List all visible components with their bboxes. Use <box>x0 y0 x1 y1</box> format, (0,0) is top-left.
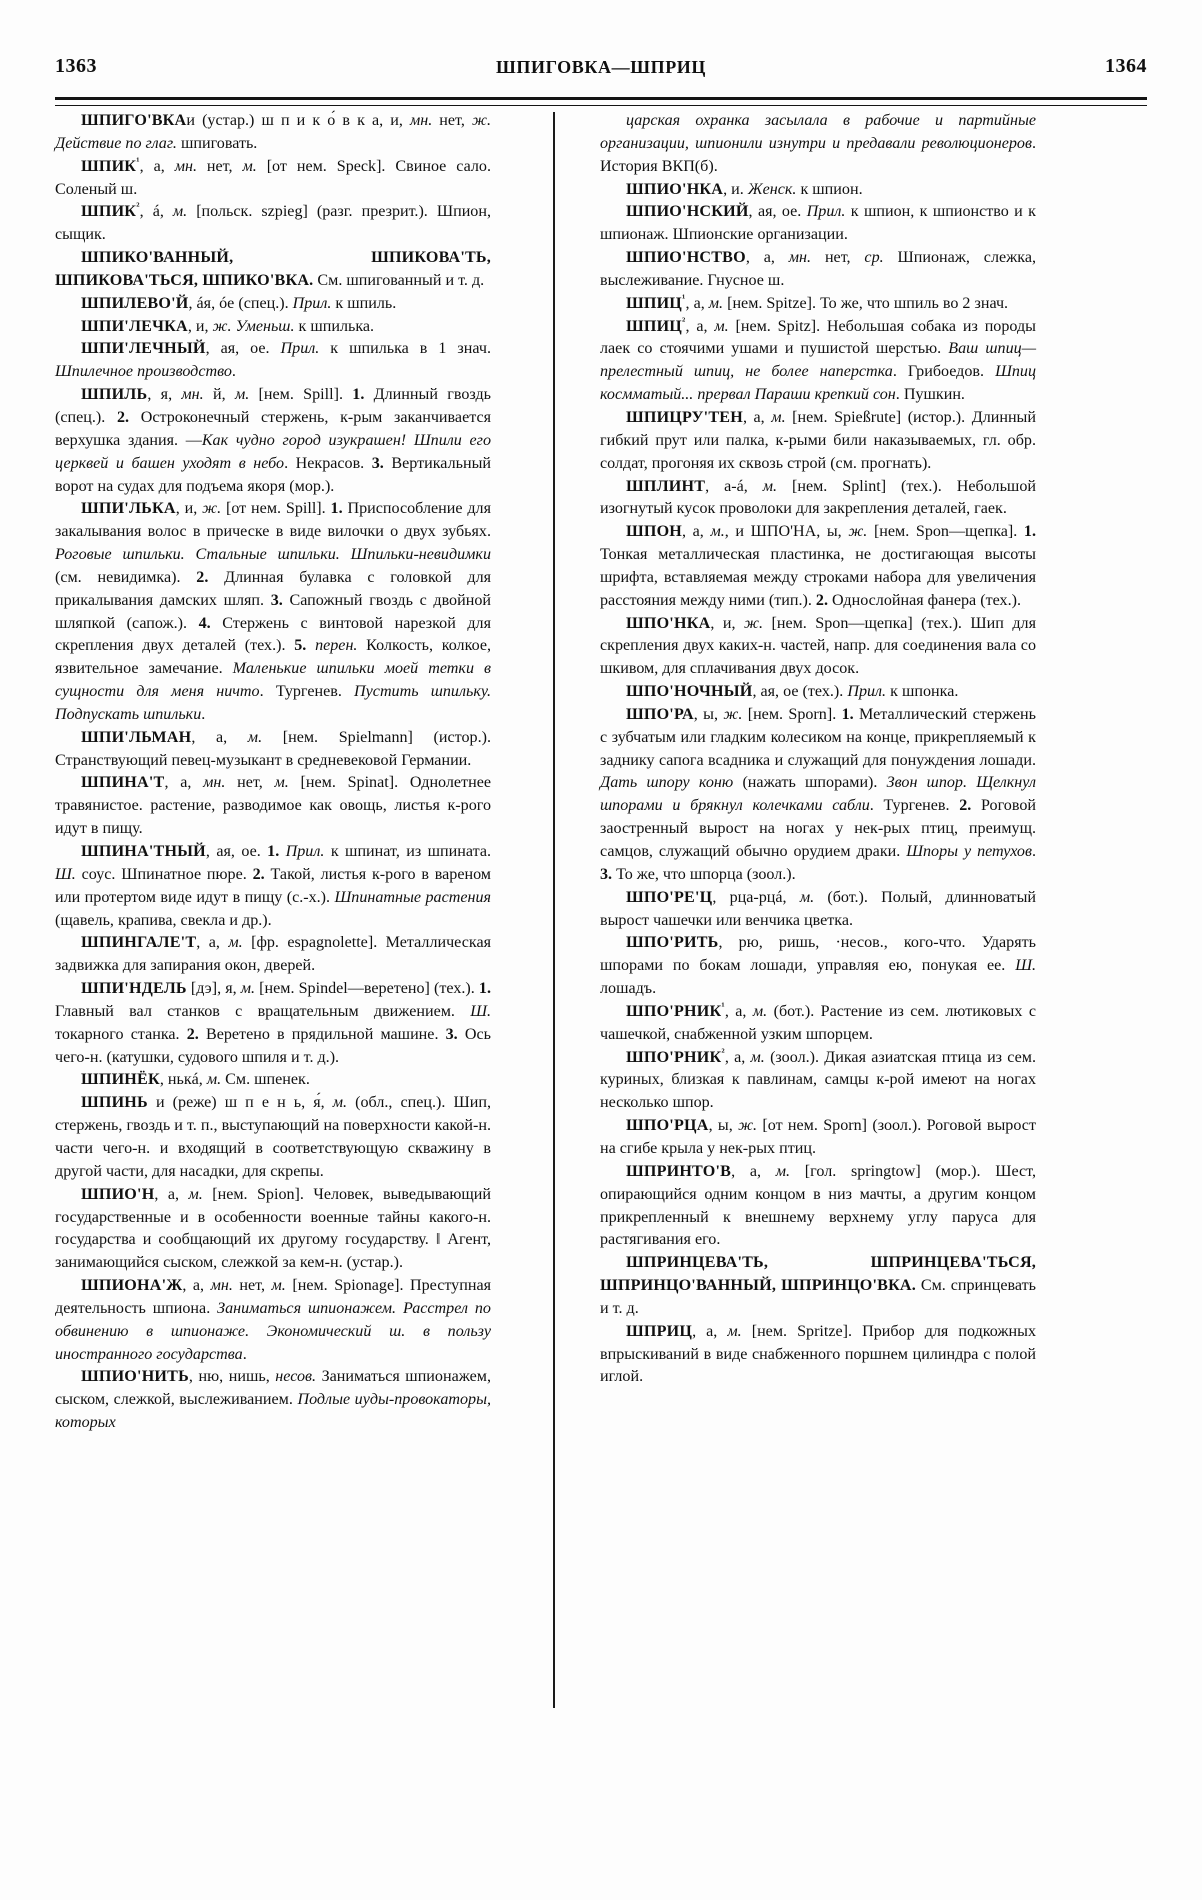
dictionary-entry: ШПИ'ЛЕЧНЫЙ, ая, ое. Прил. к шпилька в 1 знач. Шпилечное производство. <box>55 340 491 381</box>
dictionary-entry: ШПРИНЦЕВА'ТЬ, ШПРИНЦЕВА'ТЬСЯ, ШПРИНЦО'ВАННЫЙ, ШПРИНЦО'ВКА. См. спринцевать и т. д. <box>600 1254 1036 1317</box>
dictionary-entry: ШПИНЁК, нькá, м. См. шпенек. <box>81 1071 310 1089</box>
dictionary-entry: ШПЛИНТ, а-á, м. [нем. Splint] (тех.). Небольшой изогнутый кусок проволоки для закрепления деталей, гаек. <box>600 477 1036 518</box>
dictionary-entry: ШПРИЦ, а, м. [нем. Spritze]. Прибор для подкожных впрыскиваний в виде снабженного поршнем цилиндра с полой иглой. <box>600 1322 1036 1386</box>
dictionary-entry: ШПИОНА'Ж, а, мн. нет, м. [нем. Spionage]. Преступная деятельность шпиона. Заниматься шпионажем. Расстрел по обвинению в шпионаже. Экономический ш. в пользу иностранного государства. <box>55 1277 491 1363</box>
running-head: ШПИГОВКА—ШПРИЦ <box>496 57 706 77</box>
dictionary-entry: ШПО'НОЧНЫЙ, ая, ое (тех.). Прил. к шпонка. <box>626 683 959 701</box>
folio-right: 1364 <box>1105 55 1147 77</box>
dictionary-entry: ШПИ'ЛЬМАН, а, м. [нем. Spielmann] (истор.). Странствующий певец-музыкант в средневековой Германии. <box>55 728 491 769</box>
dictionary-entry: ШПРИНТО'В, а, м. [гол. springtow] (мор.). Шест, опирающийся одним концом в низ мачты, а другим концом прикрепленный к внешнему верхнему углу паруса для растягивания его. <box>600 1162 1036 1249</box>
dictionary-entry: ШПИ'НДЕЛЬ [дэ], я, м. [нем. Spindel—веретено] (тех.). 1. Главный вал станков с вращательным движением. Ш. токарного станка. 2. Веретено в прядильной машине. 3. Ось чего-н. (катушки, судового шпиля и т. д.). <box>55 980 491 1066</box>
column-divider <box>553 112 555 1708</box>
dictionary-entry: ШПИНГАЛЕ'Т, а, м. [фр. espagnolette]. Металлическая задвижка для запирания окон, дверей. <box>55 934 491 975</box>
dictionary-entry: ШПИ'ЛЬКА, и, ж. [от нем. Spill]. 1. Приспособление для закалывания волос в прическе в виде вилочки о двух зубьях. Роговые шпильки. Стальные шпильки. Шпильки-невидимки (см. невидимка). 2. Длинная булавка с головкой для прикалывания дамских шляп. 3. Сапожный гвоздь с двойной шляпкой (сапож.). 4. Стержень с винтовой нарезкой для скрепления двух деталей (тех.). 5. перен. Колкость, колкое, язвительное замечание. Маленькие шпильки моей тетки в сущности для меня ничто. Тургенев. Пустить шпильку. Подпускать шпильки. <box>55 500 492 723</box>
dictionary-entry: ШПИЦРУ'ТЕН, а, м. [нем. Spießrute] (истор.). Длинный гибкий прут или палка, к-рыми били наказываемых, гл. обр. солдат, прогоняя их сквозь строй (см. прогнать). <box>600 408 1036 472</box>
dictionary-entry: ШПИО'Н, а, м. [нем. Spion]. Человек, выведывающий государственные и в особенности военные тайны какого-н. государства и сообщающий их другому государству. ‖ Агент, занимающийся сыском, слежкой за кем-н. (устар.). <box>55 1185 491 1272</box>
dictionary-entry: $ШПИЦ^{^2}$, а, м. [нем. Spitz]. Небольшая собака из породы лаек со стоячими ушами и пушистой шерстью. Ваш шпиц—прелестный шпиц, не более наперстка. Грибоедов. Шпиц космматый... прервал Параши крепкий сон. Пушкин. <box>600 315 1037 404</box>
dictionary-entry: ШПИО'НСКИЙ, ая, ое. Прил. к шпион, к шпионство и к шпионаж. Шпионские организации. <box>600 203 1036 244</box>
dictionary-entry: царская охранка засылала в рабочие и партийные организации, шпионили изнутри и предавали революционеров. История ВКП(б). <box>600 112 1036 175</box>
dictionary-entry: ШПИ'ЛЕЧКА, и, ж. Уменьш. к шпилька. <box>81 317 375 335</box>
dictionary-entry: ШПО'РЕ'Ц, рца-рцá, м. (бот.). Полый, длинноватый вырост чашечки или венчика цветка. <box>600 888 1037 929</box>
dictionary-entry: $ШПО'РНИК^{^1}$, а, м. (бот.). Растение из сем. лютиковых с чашечкой, снабженной узким шпорцем. <box>600 1000 1036 1043</box>
dictionary-entry: ШПИНА'ТНЫЙ, ая, ое. 1. Прил. к шпинат, из шпината. Ш. соус. Шпинатное пюре. 2. Такой, листья к-рого в вареном или протертом виде идут в пищу (с.-х.). Шпинатные растения (щавель, крапива, свекла и др.). <box>55 843 491 929</box>
dictionary-entry: ШПИГО'ВКАи (устар.) ш п и к о́ в к а, и, мн. нет, ж. Действие по глаг. шпиговать. <box>55 112 491 152</box>
dictionary-entry: ШПО'НКА, и, ж. [нем. Spon—щепка] (тех.). Шип для скрепления двух каких-н. частей, напр. для соединения вала со шкивом, для сплачивания двух досок. <box>600 614 1036 678</box>
page-header <box>55 55 1147 91</box>
dictionary-entry: ШПИО'НИТЬ, ню, нишь, несов. Заниматься шпионажем, сыском, слежкой, выслеживанием. Подлые иуды-провокаторы, которых <box>55 1368 491 1432</box>
dictionary-entry: ШПИНЬ и (реже) ш п е н ь, я́, м. (обл., спец.). Шип, стержень, гвоздь и т. п., выступающий на поверхности какой-н. части чего-н. и входящий в соответствующую скважину в другой части, для насадки, для скрепы. <box>55 1094 491 1180</box>
folio-left: 1363 <box>55 55 97 77</box>
column-left <box>55 110 491 1435</box>
dictionary-entry: $ШПО'РНИК^{^2}$, а, м. (зоол.). Дикая азиатская птица из сем. куриных, близкая к павлинам, самцы к-рой имеют на ногах несколько шпор. <box>600 1046 1036 1112</box>
dictionary-entry: ШПИО'НКА, и. Женск. к шпион. <box>626 180 863 198</box>
dictionary-entry: ШПО'РИТЬ, рю, ришь, ·несов., кого-что. Ударять шпорами по бокам лошади, управляя ею, понукая ее. Ш. лошадъ. <box>600 934 1036 998</box>
column-right <box>600 110 1036 1389</box>
dictionary-entry: $ШПИК^{^2}$, á, м. [польск. szpieg] (разг. презрит.). Шпион, сыщик. <box>55 201 491 244</box>
dictionary-entry: ШПИЛЕВО'Й, áя, óе (спец.). Прил. к шпиль. <box>81 294 397 312</box>
header-rule <box>55 97 1147 106</box>
dictionary-entry: ШПИЛЬ, я, мн. й, м. [нем. Spill]. 1. Длинный гвоздь (спец.). 2. Остроконечный стержень, к-рым заканчивается верхушка здания. —Как чудно город изукрашен! Шпили его церквей и башен уходят в небо. Некрасов. 3. Вертикальный ворот на судах для подъема якоря (мор.). <box>55 386 491 495</box>
dictionary-entry: ШПО'РЦА, ы, ж. [от нем. Sporn] (зоол.). Роговой вырост на сгибе крыла у нек-рых птиц. <box>600 1117 1036 1157</box>
dictionary-entry: ШПОН, а, м., и ШПО'НА, ы, ж. [нем. Spon—щепка]. 1. Тонкая металлическая пластинка, не достигающая высоты шрифта, вставляемая между строками набора для увеличения расстояния между ними (тип.). 2. Однослойная фанера (тех.). <box>600 523 1036 609</box>
dictionary-entry: $ШПИК^{^1}$, а, мн. нет, м. [от нем. Speck]. Свиное сало. Соленый ш. <box>55 155 491 198</box>
dictionary-entry: ШПИНА'Т, а, мн. нет, м. [нем. Spinat]. Однолетнее травянистое. растение, разводимое как овощь, листья к-рого идут в пищу. <box>55 774 491 838</box>
dictionary-entry: ШПО'РА, ы, ж. [нем. Sporn]. 1. Металлический стержень с зубчатым или гладким колесиком на конце, прикрепляемый к заднику сапога всадника и служащий для понуждения лошади. Дать шпору коню (нажать шпорами). Звон шпор. Щелкнул шпорами и брякнул колечками сабли. Тургенев. 2. Роговой заостренный вырост на ногах у нек-рых птиц, преимущ. самцов, служащий обычно орудием драки. Шпоры у петухов. 3. То же, что шпорца (зоол.). <box>600 705 1037 883</box>
dictionary-entry: ШПИО'НСТВО, а, мн. нет, ср. Шпионаж, слежка, выслеживание. Гнусное ш. <box>600 249 1036 289</box>
dictionary-entry: ШПИКО'ВАННЫЙ, ШПИКОВА'ТЬ, ШПИКОВА'ТЬСЯ, ШПИКО'ВКА. См. шпигованный и т. д. <box>55 249 491 289</box>
dictionary-entry: $ШПИЦ^{^1}$, а, м. [нем. Spitze]. То же, что шпиль во 2 знач. <box>626 292 1009 312</box>
columns-container <box>55 110 1147 1840</box>
